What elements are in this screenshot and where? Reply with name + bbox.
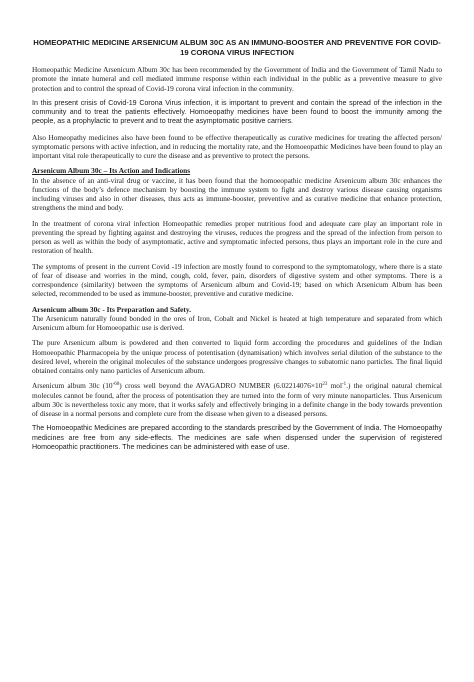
document-title: HOMEOPATHIC MEDICINE ARSENICUM ALBUM 30C AS AN IMMUNO-BOOSTER AND PREVENTIVE FOR COVID-19 CORONA VIRUS INFECTION: [33, 38, 441, 57]
p3-text-a: Arsenicum album 30c (10: [32, 381, 113, 391]
action-paragraph-1: In the absence of an anti-viral drug or vaccine, it has been found that the homoeopathic medicine Arsenicum album 30c enhances the functions of the body’s defence mechanism by boosting the immune system to fight and destroy various disease causing organisms including viruses and also in other diseases, thus acts as immune-booster, preventive and as curative medicine that enhance protection, strengthens the mind and body.: [32, 175, 442, 213]
preparation-paragraph-2: The pure Arsenicum album is powdered and then converted to liquid form according the procedures and guidelines of the Indian Homoeopathic Pharmacopeia by the unique process of potentisation (dynamisation) which involves serial dilution of the substance to the desired level, wherein the original molecules of the substance undergoes progressive changes to subatomic nano particles. The final liquid obtained contains only nano particles of Arsenicum album.: [32, 338, 442, 375]
intro-paragraph-3: Also Homeopathy medicines also have been found to be effective therapeutically as curative medicines for treating the affected person/ symptomatic persons with active infection, and in reducing the mortality rate, and the Homoeopathic Medicines have been found to play an important vital role therapeutically to cure the disease and as preventive to protect the persons.: [32, 132, 442, 160]
intro-paragraph-2: In this present crisis of Covid-19 Corona Virus infection, it is important to prevent and contain the spread of the infection in the community and to treat the patients effectively. Homoeopathy medicines have been found to boost the immunity among the people, as a prophylactic to prevent and to treat the asymptomatic positive carriers.: [32, 98, 442, 126]
p3-text-c: mol: [327, 381, 343, 391]
p3-exponent-2: 23: [322, 382, 328, 388]
p3-text-d: .) the original natural chemical molecules cannot be found, after the process of potentisation they are turned into the form of very minute nanoparticles. Thus Arsenicum album 30c is nevertheless toxic any more, that it works safely and effectively bringing in a definite change in the body towards prevention of disease in a normal persons and complete cure from the disease when given to a diseased persons.: [32, 381, 442, 418]
action-paragraph-3: The symptoms of present in the current Covid -19 infection are mostly found to correspond to the symptomatology, where there is a state of fear of disease and worries in the mind, cough, cold, fever, pain, disorders of digestive system and other symptoms. There is a correspondence (similarity) between the symptoms of Arsenicum album and Covid-19; based on which Arsenicum Album has been selected, recommended to be used as immune-booster, preventive and curative medicine.: [32, 261, 442, 299]
preparation-paragraph-3: [32, 381, 442, 418]
action-paragraph-2: In the treatment of corona viral infection Homeopathic remedies proper nutritious food and adequate care play an important role in preventing the spread by fighting against and destroying the viruses, reduces the progress and the spread of the infection from person to person as well as within the body of asymptomatic, active and symptomatic infected persons, thus plays an important role in the cure and restoration of health.: [32, 218, 442, 256]
p3-exponent-3: -1: [342, 382, 347, 388]
section-heading-preparation: Arsenicum album 30c - Its Preparation and Safety.: [32, 304, 191, 314]
intro-paragraph-1: Homeopathic Medicine Arsenicum Album 30c has been recommended by the Government of India and the Government of Tamil Nadu to promote the innate humeral and cell mediated immune response within each individual in the public as a preventive measure to give protection and to control the spread of Covid-19 corona viral infection in the community.: [32, 65, 442, 93]
p3-text-b: ) cross well beyond the AVAGADRO NUMBER (6.02214076×10: [119, 381, 323, 391]
preparation-paragraph-1: The Arsenicum naturally found bonded in the ores of Iron, Cobalt and Nickel is heated at high temperature and separated from which Arsenicum album for Homoeopathic use is derived.: [32, 313, 442, 332]
section-heading-action: Arsenicum Album 30c – Its Action and Indications: [32, 166, 191, 176]
p3-exponent-1: -60: [112, 382, 120, 388]
closing-paragraph: The Homoeopathic Medicines are prepared according to the standards prescribed by the Government of India. The Homoeopathy medicines are free from any side-effects. The medicines are safe when dispensed under the supervision of registered Homoeopathic practitioners. The medicines can be administered with ease of use.: [32, 424, 442, 451]
